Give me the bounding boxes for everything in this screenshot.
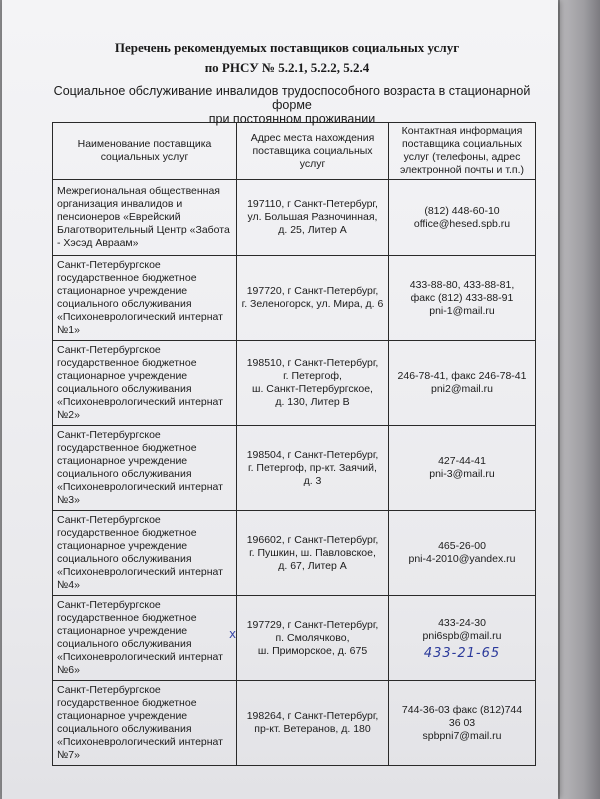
document-page bbox=[2, 0, 558, 799]
address-line: г. Петергоф, пр-кт. Заячий, bbox=[248, 461, 377, 474]
contact-email: pni-3@mail.ru bbox=[429, 468, 495, 480]
table-row bbox=[53, 180, 536, 256]
desk-background bbox=[560, 0, 600, 799]
table-row bbox=[53, 596, 536, 681]
provider-contact bbox=[389, 180, 536, 256]
document-subtitle-code: по РНСУ № 5.2.1, 5.2.2, 5.2.4 bbox=[204, 60, 370, 75]
provider-address bbox=[237, 511, 389, 596]
address-line: ш. Санкт-Петербургское, bbox=[252, 383, 373, 395]
table-row bbox=[53, 681, 536, 766]
provider-name: Межрегиональная общественная организация инвалидов и пенсионеров «Еврейский Благотворительный Центр «Забота - Хэсэд Авраам» bbox=[53, 180, 237, 256]
address-line: 196602, г Санкт-Петербург, bbox=[246, 533, 379, 546]
address-line: г. Зеленогорск, ул. Мира, д. 6 bbox=[241, 298, 384, 310]
address-line: д. 25, Литер А bbox=[278, 224, 347, 236]
provider-address bbox=[237, 596, 389, 681]
contact-fax: факс (812) 433-88-91 bbox=[410, 291, 514, 304]
contact-phone: 427-44-41 bbox=[438, 455, 486, 467]
address-line: 197110, г Санкт-Петербург, bbox=[247, 198, 378, 210]
address-line: ш. Приморское, д. 675 bbox=[257, 644, 368, 657]
contact-email: pni6spb@mail.ru bbox=[422, 629, 502, 642]
provider-address bbox=[237, 341, 389, 426]
provider-contact bbox=[389, 256, 536, 341]
pen-mark: x bbox=[229, 627, 237, 641]
contact-email: pni-1@mail.ru bbox=[429, 304, 495, 317]
contact-email: pni-4-2010@yandex.ru bbox=[408, 553, 516, 565]
address-line: 198504, г Санкт-Петербург, bbox=[246, 448, 379, 461]
contact-email: spbpni7@mail.ru bbox=[422, 729, 502, 742]
handwritten-phone-note: 433-21-65 bbox=[423, 645, 501, 661]
provider-contact bbox=[389, 511, 536, 596]
provider-name: Санкт-Петербургское государственное бюджетное стационарное учреждение социального обслуживания «Психоневрологический интернат №7» bbox=[53, 681, 237, 766]
address-line: г. Пушкин, ш. Павловское, bbox=[249, 546, 376, 559]
contact-phone: (812) 448-60-10 bbox=[424, 204, 500, 217]
provider-contact bbox=[389, 341, 536, 426]
provider-name: Санкт-Петербургское государственное бюджетное стационарное учреждение социального обслуживания «Психоневрологический интернат №4» bbox=[53, 511, 237, 596]
address-line: 198264, г Санкт-Петербург, bbox=[246, 710, 379, 722]
provider-name: Санкт-Петербургское государственное бюджетное стационарное учреждение социального обслуживания «Психоневрологический интернат №1» bbox=[53, 256, 237, 341]
table-row bbox=[53, 426, 536, 511]
header-address: Адрес места нахождения поставщика социальных услуг bbox=[237, 123, 389, 180]
provider-address bbox=[237, 180, 389, 256]
table-row bbox=[53, 341, 536, 426]
contact-email: office@hesed.spb.ru bbox=[413, 217, 511, 230]
address-line: 198510, г Санкт-Петербург, bbox=[246, 357, 379, 369]
contact-phone: 246-78-41, факс 246-78-41 bbox=[397, 370, 527, 382]
provider-address bbox=[237, 426, 389, 511]
header-name: Наименование поставщика социальных услуг bbox=[53, 123, 237, 180]
table-row bbox=[53, 511, 536, 596]
address-line: 197720, г Санкт-Петербург, bbox=[246, 285, 379, 297]
description-line-2: при постоянном проживании bbox=[208, 112, 376, 126]
contact-email: pni2@mail.ru bbox=[430, 383, 493, 395]
provider-address bbox=[237, 681, 389, 766]
address-line: п. Смолячково, bbox=[275, 631, 350, 644]
contact-phone: 744-36-03 факс (812)744 bbox=[401, 703, 523, 716]
provider-contact bbox=[389, 596, 536, 681]
table-row bbox=[53, 256, 536, 341]
provider-name: Санкт-Петербургское государственное бюджетное стационарное учреждение социального обслуживания «Психоневрологический интернат №6» bbox=[53, 596, 237, 681]
provider-name: Санкт-Петербургское государственное бюджетное стационарное учреждение социального обслуживания «Психоневрологический интернат №3» bbox=[53, 426, 237, 511]
description-line-1: Социальное обслуживание инвалидов трудоспособного возраста в стационарной форме bbox=[53, 84, 531, 112]
address-line: д. 3 bbox=[303, 474, 322, 487]
provider-name: Санкт-Петербургское государственное бюджетное стационарное учреждение социального обслуживания «Психоневрологический интернат №2» bbox=[53, 341, 237, 426]
address-line: пр-кт. Ветеранов, д. 180 bbox=[254, 723, 371, 735]
address-line: г. Петергоф, bbox=[283, 370, 342, 382]
provider-contact bbox=[389, 681, 536, 766]
table-header-row bbox=[53, 123, 536, 180]
document-title: Перечень рекомендуемых поставщиков социальных услуг bbox=[114, 40, 460, 55]
document-description bbox=[42, 84, 542, 126]
providers-table bbox=[52, 122, 536, 766]
contact-phone: 433-88-80, 433-88-81, bbox=[409, 278, 515, 291]
provider-address bbox=[237, 256, 389, 341]
contact-phone: 465-26-00 bbox=[438, 540, 486, 552]
contact-fax: 36 03 bbox=[448, 716, 476, 729]
contact-phone: 433-24-30 bbox=[438, 616, 486, 629]
address-line: 197729, г Санкт-Петербург, bbox=[246, 618, 379, 631]
address-line: д. 130, Литер В bbox=[275, 396, 350, 408]
address-line: ул. Большая Разночинная, bbox=[247, 211, 378, 223]
header-contact: Контактная информация поставщика социальных услуг (телефоны, адрес электронной почты и т.п.) bbox=[389, 123, 536, 180]
provider-contact bbox=[389, 426, 536, 511]
address-line: д. 67, Литер А bbox=[278, 559, 347, 572]
